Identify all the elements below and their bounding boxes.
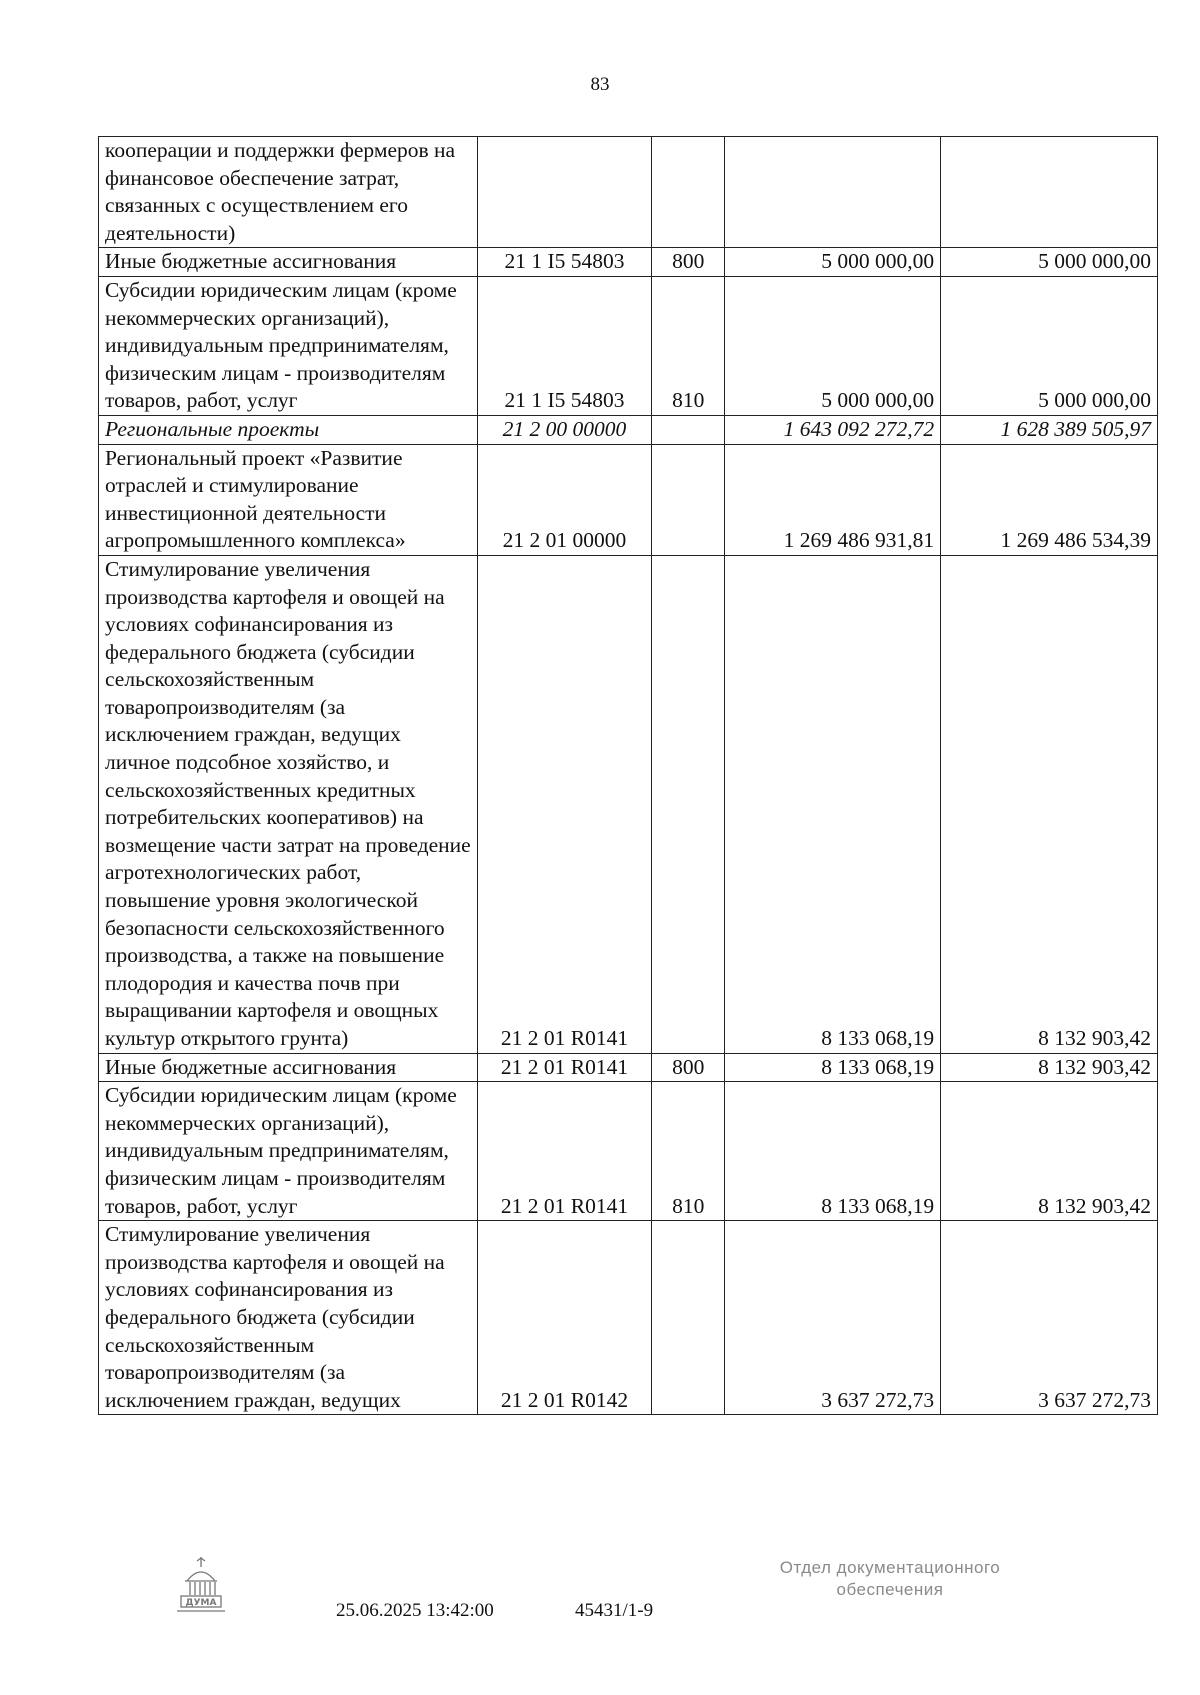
row-type: 810 [652, 1082, 725, 1221]
row-sum-2: 5 000 000,00 [941, 276, 1158, 415]
row-sum-1: 3 637 272,73 [725, 1221, 941, 1415]
row-code: 21 2 01 R0141 [477, 555, 651, 1053]
row-type [652, 1221, 725, 1415]
row-sum-2: 1 628 389 505,97 [941, 415, 1158, 444]
row-name: Региональный проект «Развитие отраслей и стимулирование инвестиционной деятельности агропромышленного комплекса» [99, 444, 478, 555]
row-sum-1: 8 133 068,19 [725, 1082, 941, 1221]
table-row [99, 1082, 1158, 1221]
table-row [99, 1221, 1158, 1415]
row-sum-1 [725, 137, 941, 248]
page-number: 83 [590, 74, 610, 95]
row-name: Субсидии юридическим лицам (кроме некоммерческих организаций), индивидуальным предпринимателям, физическим лицам - производителям товаров, работ, услуг [99, 276, 478, 415]
table-row [99, 1053, 1158, 1082]
row-type [652, 415, 725, 444]
row-name: Региональные проекты [99, 415, 478, 444]
table-row [99, 248, 1158, 277]
row-sum-1: 8 133 068,19 [725, 1053, 941, 1082]
row-name: Стимулирование увеличения производства картофеля и овощей на условиях софинансирования из федерального бюджета (субсидии сельскохозяйственным товаропроизводителям (за исключением граждан, ведущих личное подсобное хозяйство, и сельскохозяйственных кредитных потребительских кооперативов) на возмещение части затрат на проведение агротехнологических работ, повышение уровня экологической безопасности сельскохозяйственного производства, а также на повышение плодородия и качества почв при выращивании картофеля и овощных культур открытого грунта) [99, 555, 478, 1053]
budget-table [98, 136, 1158, 1415]
row-type [652, 137, 725, 248]
row-code: 21 2 01 R0142 [477, 1221, 651, 1415]
row-sum-1: 5 000 000,00 [725, 248, 941, 277]
row-sum-1: 8 133 068,19 [725, 555, 941, 1053]
row-sum-2: 8 132 903,42 [941, 555, 1158, 1053]
row-code: 21 2 01 R0141 [477, 1053, 651, 1082]
emblem-text: ДУМА [185, 1598, 217, 1608]
row-type: 800 [652, 1053, 725, 1082]
row-name: Субсидии юридическим лицам (кроме некоммерческих организаций), индивидуальным предпринимателям, физическим лицам - производителям товаров, работ, услуг [99, 1082, 478, 1221]
row-type: 800 [652, 248, 725, 277]
row-sum-2 [941, 137, 1158, 248]
duma-emblem-icon [173, 1555, 229, 1617]
stamp-line-1: Отдел документационного [779, 1558, 1001, 1577]
stamp-line-2: обеспечения [836, 1580, 944, 1599]
row-sum-2: 8 132 903,42 [941, 1053, 1158, 1082]
row-type: 810 [652, 276, 725, 415]
table-row [99, 415, 1158, 444]
row-sum-2: 8 132 903,42 [941, 1082, 1158, 1221]
row-name: кооперации и поддержки фермеров на финансовое обеспечение затрат, связанных с осуществлением его деятельности) [99, 137, 478, 248]
row-name: Иные бюджетные ассигнования [99, 248, 478, 277]
row-code: 21 2 00 00000 [477, 415, 651, 444]
table-row [99, 276, 1158, 415]
row-code: 21 1 I5 54803 [477, 248, 651, 277]
row-code: 21 1 I5 54803 [477, 276, 651, 415]
row-sum-1: 5 000 000,00 [725, 276, 941, 415]
row-code: 21 2 01 R0141 [477, 1082, 651, 1221]
footer-date: 25.06.2025 13:42:00 [336, 1600, 494, 1621]
row-sum-1: 1 643 092 272,72 [725, 415, 941, 444]
row-name: Стимулирование увеличения производства картофеля и овощей на условиях софинансирования из федерального бюджета (субсидии сельскохозяйственным товаропроизводителям (за исключением граждан, ведущих [99, 1221, 478, 1415]
table-row [99, 137, 1158, 248]
row-type [652, 444, 725, 555]
table-row [99, 444, 1158, 555]
row-code: 21 2 01 00000 [477, 444, 651, 555]
department-stamp [740, 1557, 1040, 1601]
row-sum-2: 5 000 000,00 [941, 248, 1158, 277]
row-code [477, 137, 651, 248]
table-row [99, 555, 1158, 1053]
row-name: Иные бюджетные ассигнования [99, 1053, 478, 1082]
row-sum-2: 1 269 486 534,39 [941, 444, 1158, 555]
footer-document-number: 45431/1-9 [575, 1600, 654, 1621]
row-sum-1: 1 269 486 931,81 [725, 444, 941, 555]
row-sum-2: 3 637 272,73 [941, 1221, 1158, 1415]
row-type [652, 555, 725, 1053]
